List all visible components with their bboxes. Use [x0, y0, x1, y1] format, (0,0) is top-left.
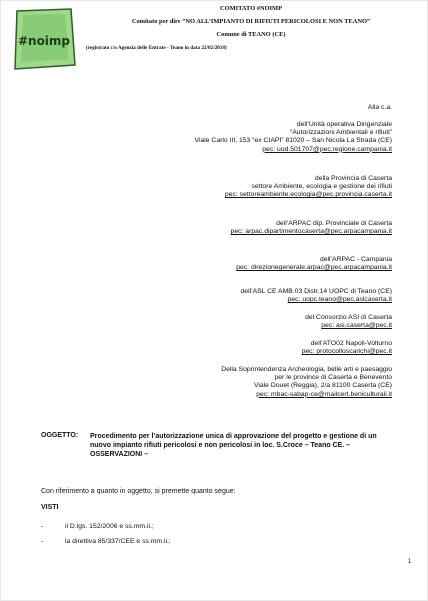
- recipient-pec[interactable]: pec: protocolloscarichi@pec.it: [301, 348, 392, 356]
- recipient-pec[interactable]: pec: mbac-sabap-ce@mailcert.beniculturali.it: [256, 390, 392, 398]
- recipient-arpac-campania: [62, 256, 392, 272]
- recipient-arpac-caserta: [62, 220, 392, 236]
- recipient-line: della Provincia di Caserta: [314, 175, 392, 182]
- recipient-line: del Consorzio ASI di Caserta: [305, 314, 392, 321]
- recipient-line: dell’ATO02 Napoli-Volturno: [310, 340, 392, 347]
- bullet-dash: -: [41, 538, 44, 545]
- committee-town: Comune di TEANO (CE): [216, 31, 286, 38]
- recipient-asl: [62, 288, 392, 304]
- recipient-line: dell’ASL CE AMB.03 Distr.14 UOPC di Teano (CE): [240, 288, 392, 295]
- recipient-pec[interactable]: pec: uod.501707@pec.regione.campania.it: [262, 145, 392, 153]
- recipient-line: Viale Carlo III, 153 “ex CIAPI” 81020 – San Nicola La Strada (CE): [194, 137, 392, 145]
- recipient-line: Viale Douet (Reggia), 2/a 81100 Caserta (CE): [253, 382, 392, 390]
- object-label: OGGETTO:: [41, 432, 79, 439]
- recipient-ato02: [62, 340, 392, 356]
- list-item-text: la direttiva 85/337/CEE e ss.mm.ii.;: [65, 538, 171, 545]
- recipient-line: dell’Unità operativa Dirigenziale: [296, 121, 392, 128]
- committee-name: COMITATO #NOIMP: [220, 5, 282, 12]
- bullet-dash: -: [41, 523, 44, 530]
- recipient-line: settore Ambiente, ecologia e gestione dei rifiuti: [251, 183, 392, 191]
- recipient-provincia: [62, 175, 392, 200]
- page-number: 1: [408, 559, 412, 565]
- list-item: [41, 523, 154, 530]
- object-text: Procedimento per l’autorizzazione unica di approvazione del progetto e gestione di un nuovo impianto rifiuti pericolosi e non pericolosi in loc. S.Croce – Teano CE. – OSSERVAZIONI –: [90, 433, 377, 458]
- recipient-pec[interactable]: pec: arpac.dipartimentocaserta@pec.arpacampania.it: [230, 228, 392, 236]
- recipient-line: “Autorizzazioni Ambientali e rifiuti”: [290, 129, 392, 137]
- salutation: Alla c.a.: [367, 104, 392, 111]
- intro-paragraph: Con riferimento a quanto in oggetto, si premette quanto segue:: [41, 488, 236, 495]
- list-item-text: il D.lgs. 152/2006 e ss.mm.ii.;: [65, 523, 154, 530]
- recipient-pec[interactable]: pec: asi.caserta@pec.it: [321, 322, 392, 330]
- recipient-line: dell’ARPAC dip. Provinciale di Caserta: [276, 220, 392, 227]
- recipient-soprintendenza: [62, 366, 392, 399]
- recipient-line: dell’ARPAC - Campania: [319, 256, 392, 263]
- recipient-line: Della Soprintendenza Archeologia, belle arti e paesaggio: [221, 366, 392, 373]
- committee-motto: Comitato per dire “NO ALL’IMPIANTO DI RIFIUTI PERICOLOSI E NON TEANO”: [131, 18, 371, 25]
- list-item: [41, 538, 171, 545]
- recipient-regione: [62, 121, 392, 154]
- recipient-pec[interactable]: pec: settoreambiente.ecologia@pec.provincia.caserta.it: [224, 191, 392, 199]
- recipient-line: per le province di Caserta e Benevento: [274, 374, 392, 382]
- recipient-pec[interactable]: pec: direzionegenerale.arpac@pec.arpacampania.it: [236, 264, 392, 272]
- logo-text: #noimp: [17, 34, 71, 48]
- recipient-pec[interactable]: pec: uopc.teano@pec.aslcaserta.it: [287, 296, 392, 304]
- visti-heading: VISTI: [41, 504, 59, 511]
- noimp-logo: [9, 5, 79, 73]
- recipient-asi: [62, 314, 392, 330]
- committee-registration: (registrato c/o Agenzia delle Entrate - Teano in data 22/02/2018): [86, 45, 227, 51]
